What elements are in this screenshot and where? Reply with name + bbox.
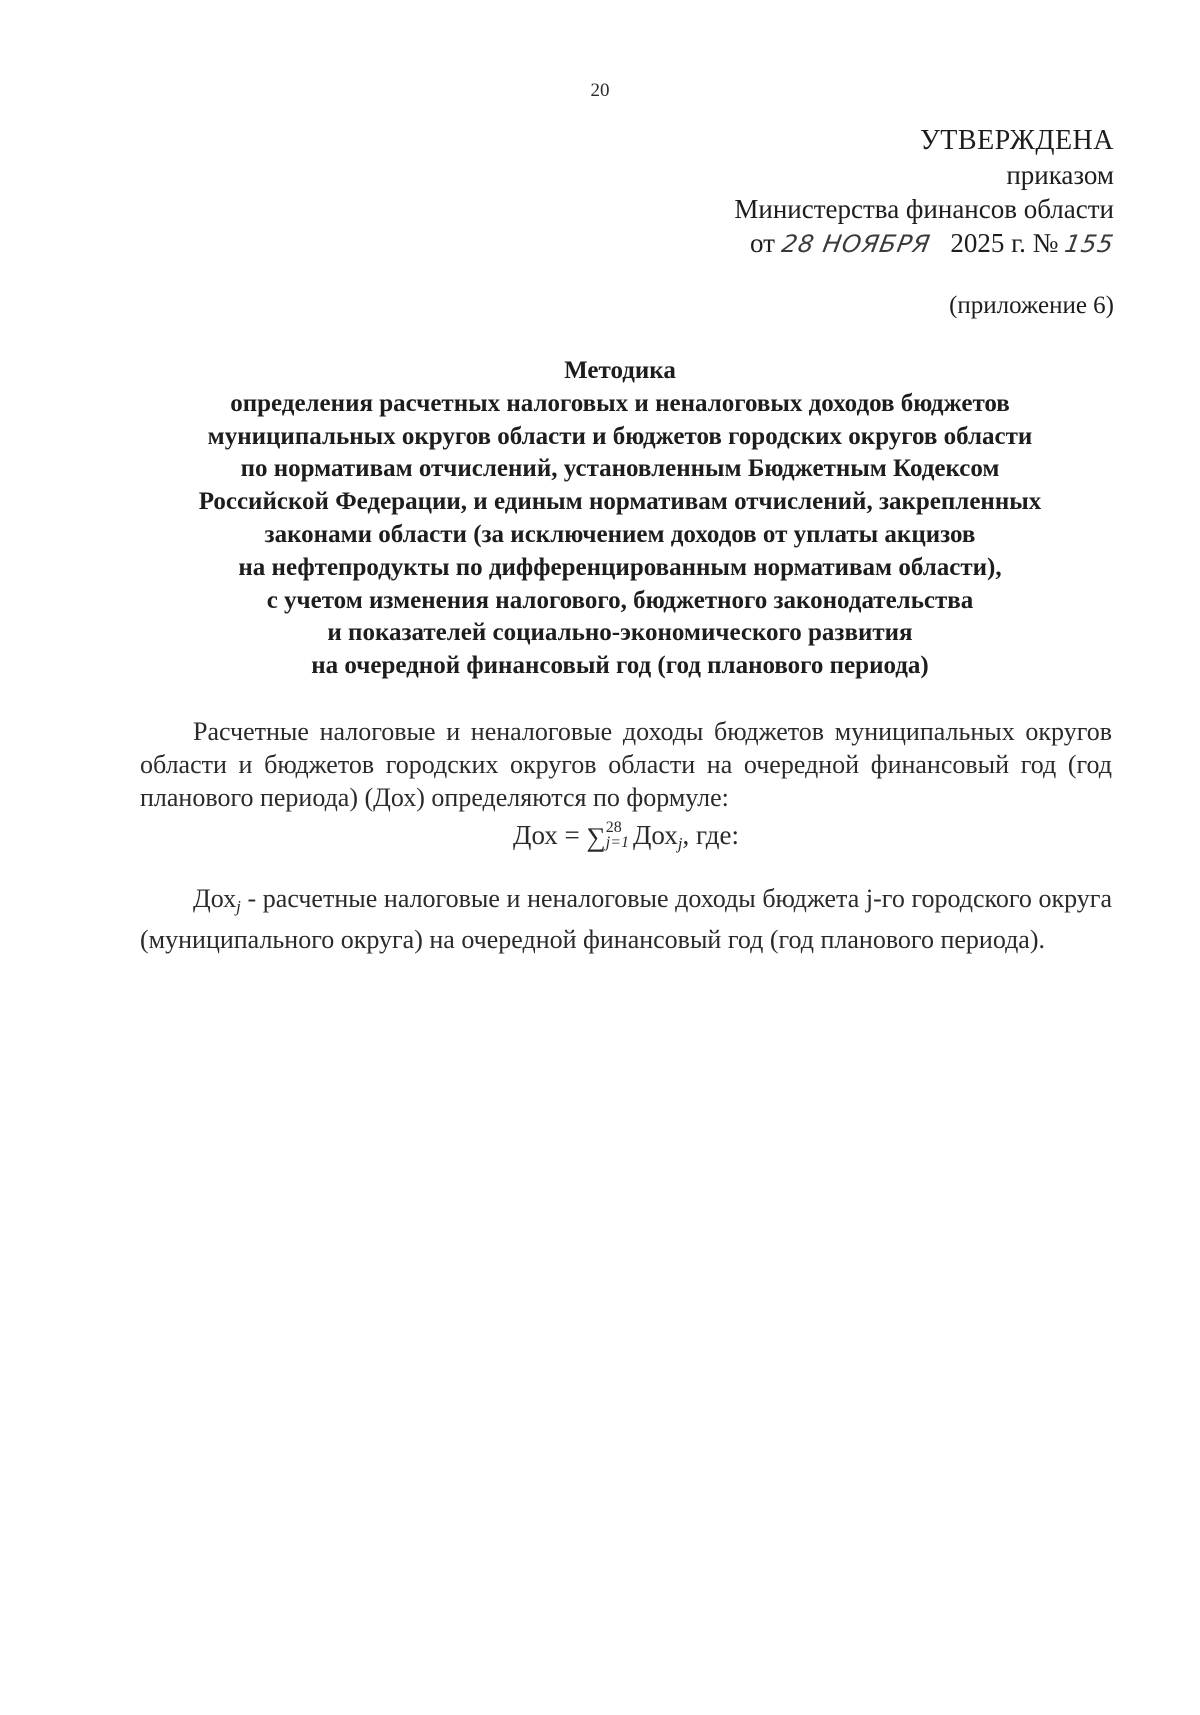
page-number: 20: [590, 80, 610, 101]
approval-year-number-label: 2025 г. №: [950, 228, 1059, 258]
formula-lhs: Дох =: [513, 820, 580, 850]
approved-heading: УТВЕРЖДЕНА: [919, 125, 1114, 156]
document-title: [100, 355, 1140, 683]
definition-paragraph: [140, 882, 1112, 956]
definition-text: - расчетные налоговые и неналоговые доходы бюджета j-го городского округа (муниципального округа) на очередной финансовый год (год планового периода).: [140, 884, 1112, 954]
sum-limits: [606, 820, 629, 850]
body-paragraph-1: Расчетные налоговые и неналоговые доходы бюджетов муниципальных округов области и бюджетов городских округов области на очередной финансовый год (год планового периода) (Дох) определяются по формуле:: [140, 717, 1112, 812]
title-line: муниципальных округов области и бюджетов городских округов области: [207, 422, 1033, 450]
title-line: на нефтепродукты по дифференцированным нормативам области),: [238, 553, 1002, 581]
title-line: и показателей социально-экономического развития: [327, 619, 913, 647]
title-line: определения расчетных налоговых и неналоговых доходов бюджетов: [230, 389, 1010, 417]
handwritten-date: 28 НОЯБРЯ: [779, 230, 933, 258]
title-line: с учетом изменения налогового, бюджетного законодательства: [266, 586, 974, 614]
approval-order-label: приказом: [1006, 160, 1114, 190]
sum-lower-limit: j=1: [605, 833, 630, 851]
appendix-label: (приложение 6): [949, 292, 1114, 319]
title-line: Российской Федерации, и единым нормативам отчислений, закрепленных: [198, 488, 1042, 516]
title-line: на очередной финансовый год (год планового периода): [311, 652, 929, 680]
formula-term: Дох: [633, 820, 678, 850]
formula: [140, 819, 1112, 860]
handwritten-order-number: 155: [1062, 230, 1117, 258]
definition-term: Дох: [193, 884, 237, 913]
approval-date-number-line: [734, 226, 1117, 261]
title-main: Методика: [564, 357, 676, 384]
approval-ministry: Министерства финансов области: [734, 194, 1114, 224]
title-line: по нормативам отчислений, установленным Бюджетным Кодексом: [240, 455, 1000, 483]
formula-suffix: , где:: [682, 820, 739, 850]
approval-stamp-block: [734, 124, 1117, 261]
formula-subscript: j: [677, 834, 683, 853]
sum-symbol: ∑: [586, 822, 606, 852]
document-body: [140, 715, 1112, 956]
sum-upper-limit: 28: [605, 818, 622, 836]
approval-from-prefix: от: [750, 228, 775, 258]
title-line: законами области (за исключением доходов от уплаты акцизов: [264, 520, 976, 548]
definition-subscript: j: [236, 897, 241, 916]
